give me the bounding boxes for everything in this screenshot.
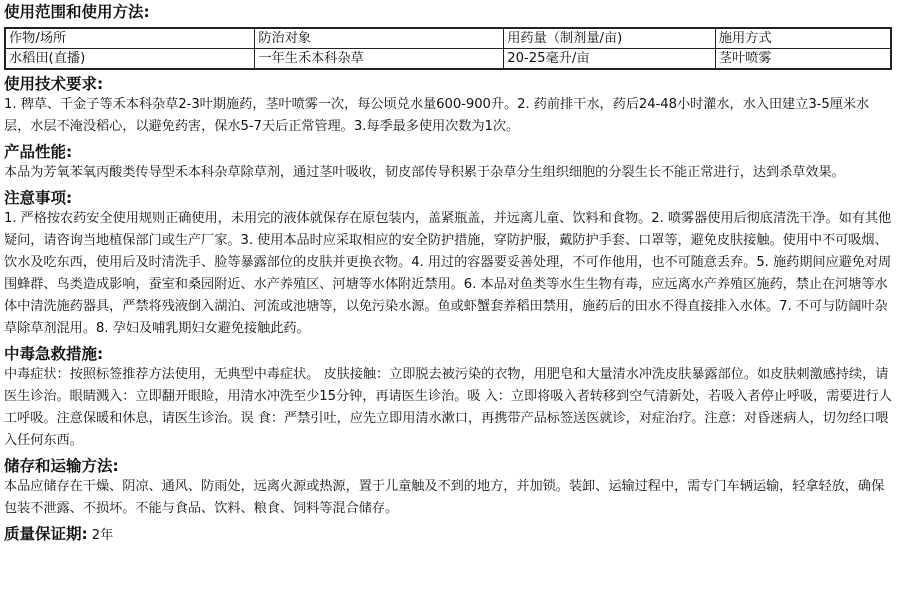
table-header-row <box>5 28 891 49</box>
table-header-dosage: 用药量（制剂量/亩) <box>504 28 716 49</box>
precautions-heading: 注意事项: <box>4 189 73 207</box>
warranty-value: 2年 <box>91 528 114 543</box>
warranty-line <box>4 524 894 546</box>
first-aid-heading: 中毒急救措施: <box>4 345 104 363</box>
storage-heading: 储存和运输方法: <box>4 457 119 475</box>
table-header-method: 施用方式 <box>715 28 891 49</box>
performance-heading: 产品性能: <box>4 143 73 161</box>
warranty-label: 质量保证期: <box>4 525 88 543</box>
precautions-body: 1. 严格按农药安全使用规则正确使用，未用完的液体就保存在原包装内，盖紧瓶盖，并远离儿童、饮料和食物。2. 喷雾器使用后彻底清洗干净。如有其他疑问，请咨询当地植保部门或生产厂家。3. 使用本品时应采取相应的安全防护措施，穿防护服，戴防护手套、口罩等，避免皮肤接触。使用中不可吸烟、饮水及吃东西，使用后及时清洗手、脸等暴露部位的皮肤并更换衣物。4. 用过的容器要妥善处理，不可作他用，也不可随意丢弃。5. 施药期间应避免对周围蜂群、鸟类造成影响，蚕室和桑园附近、水产养殖区、河塘等水体附近禁用。6. 本品对鱼类等水生生物有毒，应远离水产养殖区施药，禁止在河塘等水体中清洗施药器具，严禁将残液倒入湖泊、河流或池塘等，以免污染水源。鱼或虾蟹套养稻田禁用，施药后的田水不得直接排入水体。7. 不可与防阔叶杂草除草剂混用。8. 孕妇及哺乳期妇女避免接触此药。 <box>4 211 892 336</box>
usage-table <box>4 27 892 70</box>
table-header-target: 防治对象 <box>255 28 504 49</box>
table-cell-crop: 水稻田(直播) <box>5 49 255 70</box>
storage-body: 本品应储存在干燥、阴凉、通风、防雨处，远离火源或热源，置于儿童触及不到的地方，并加锁。装卸、运输过程中，需专门车辆运输，轻拿轻放，确保包装不泄露、不损坏。不能与食品、饮料、粮食、饲料等混合储存。 <box>4 479 885 516</box>
tech-requirements-body: 1. 稗草、千金子等禾本科杂草2-3叶期施药，茎叶喷雾一次，每公顷兑水量600-900升。2. 药前排干水，药后24-48小时灌水，水入田建立3-5厘米水层，水层不淹没稻心，以避免药害，保水5-7天后正常管理。3.每季最多使用次数为1次。 <box>4 97 870 134</box>
table-header-crop: 作物/场所 <box>5 28 255 49</box>
table-cell-target: 一年生禾本科杂草 <box>255 49 504 70</box>
table-row <box>5 49 891 70</box>
table-cell-method: 茎叶喷雾 <box>715 49 891 70</box>
performance-body: 本品为芳氧苯氧丙酸类传导型禾本科杂草除草剂，通过茎叶吸收，韧皮部传导积累于杂草分生组织细胞的分裂生长不能正常进行，达到杀草效果。 <box>4 165 845 180</box>
tech-requirements-heading: 使用技术要求: <box>4 75 104 93</box>
table-cell-dosage: 20-25毫升/亩 <box>504 49 716 70</box>
first-aid-body: 中毒症状：按照标签推荐方法使用，无典型中毒症状。 皮肤接触：立即脱去被污染的衣物，用肥皂和大量清水冲洗皮肤暴露部位。如皮肤刺激感持续，请医生诊治。眼睛溅入：立即翻开眼睑，用清水冲洗至少15分钟，再请医生诊治。吸 入：立即将吸入者转移到空气清新处，若吸入者停止呼吸，需要进行人工呼吸。注意保暖和休息，请医生诊治。误 食：严禁引吐，应先立即用清水漱口，再携带产品标签送医就诊，对症治疗。注意：对昏迷病人，切勿经口喂入任何东西。 <box>4 367 892 448</box>
usage-heading: 使用范围和使用方法: <box>4 3 150 21</box>
